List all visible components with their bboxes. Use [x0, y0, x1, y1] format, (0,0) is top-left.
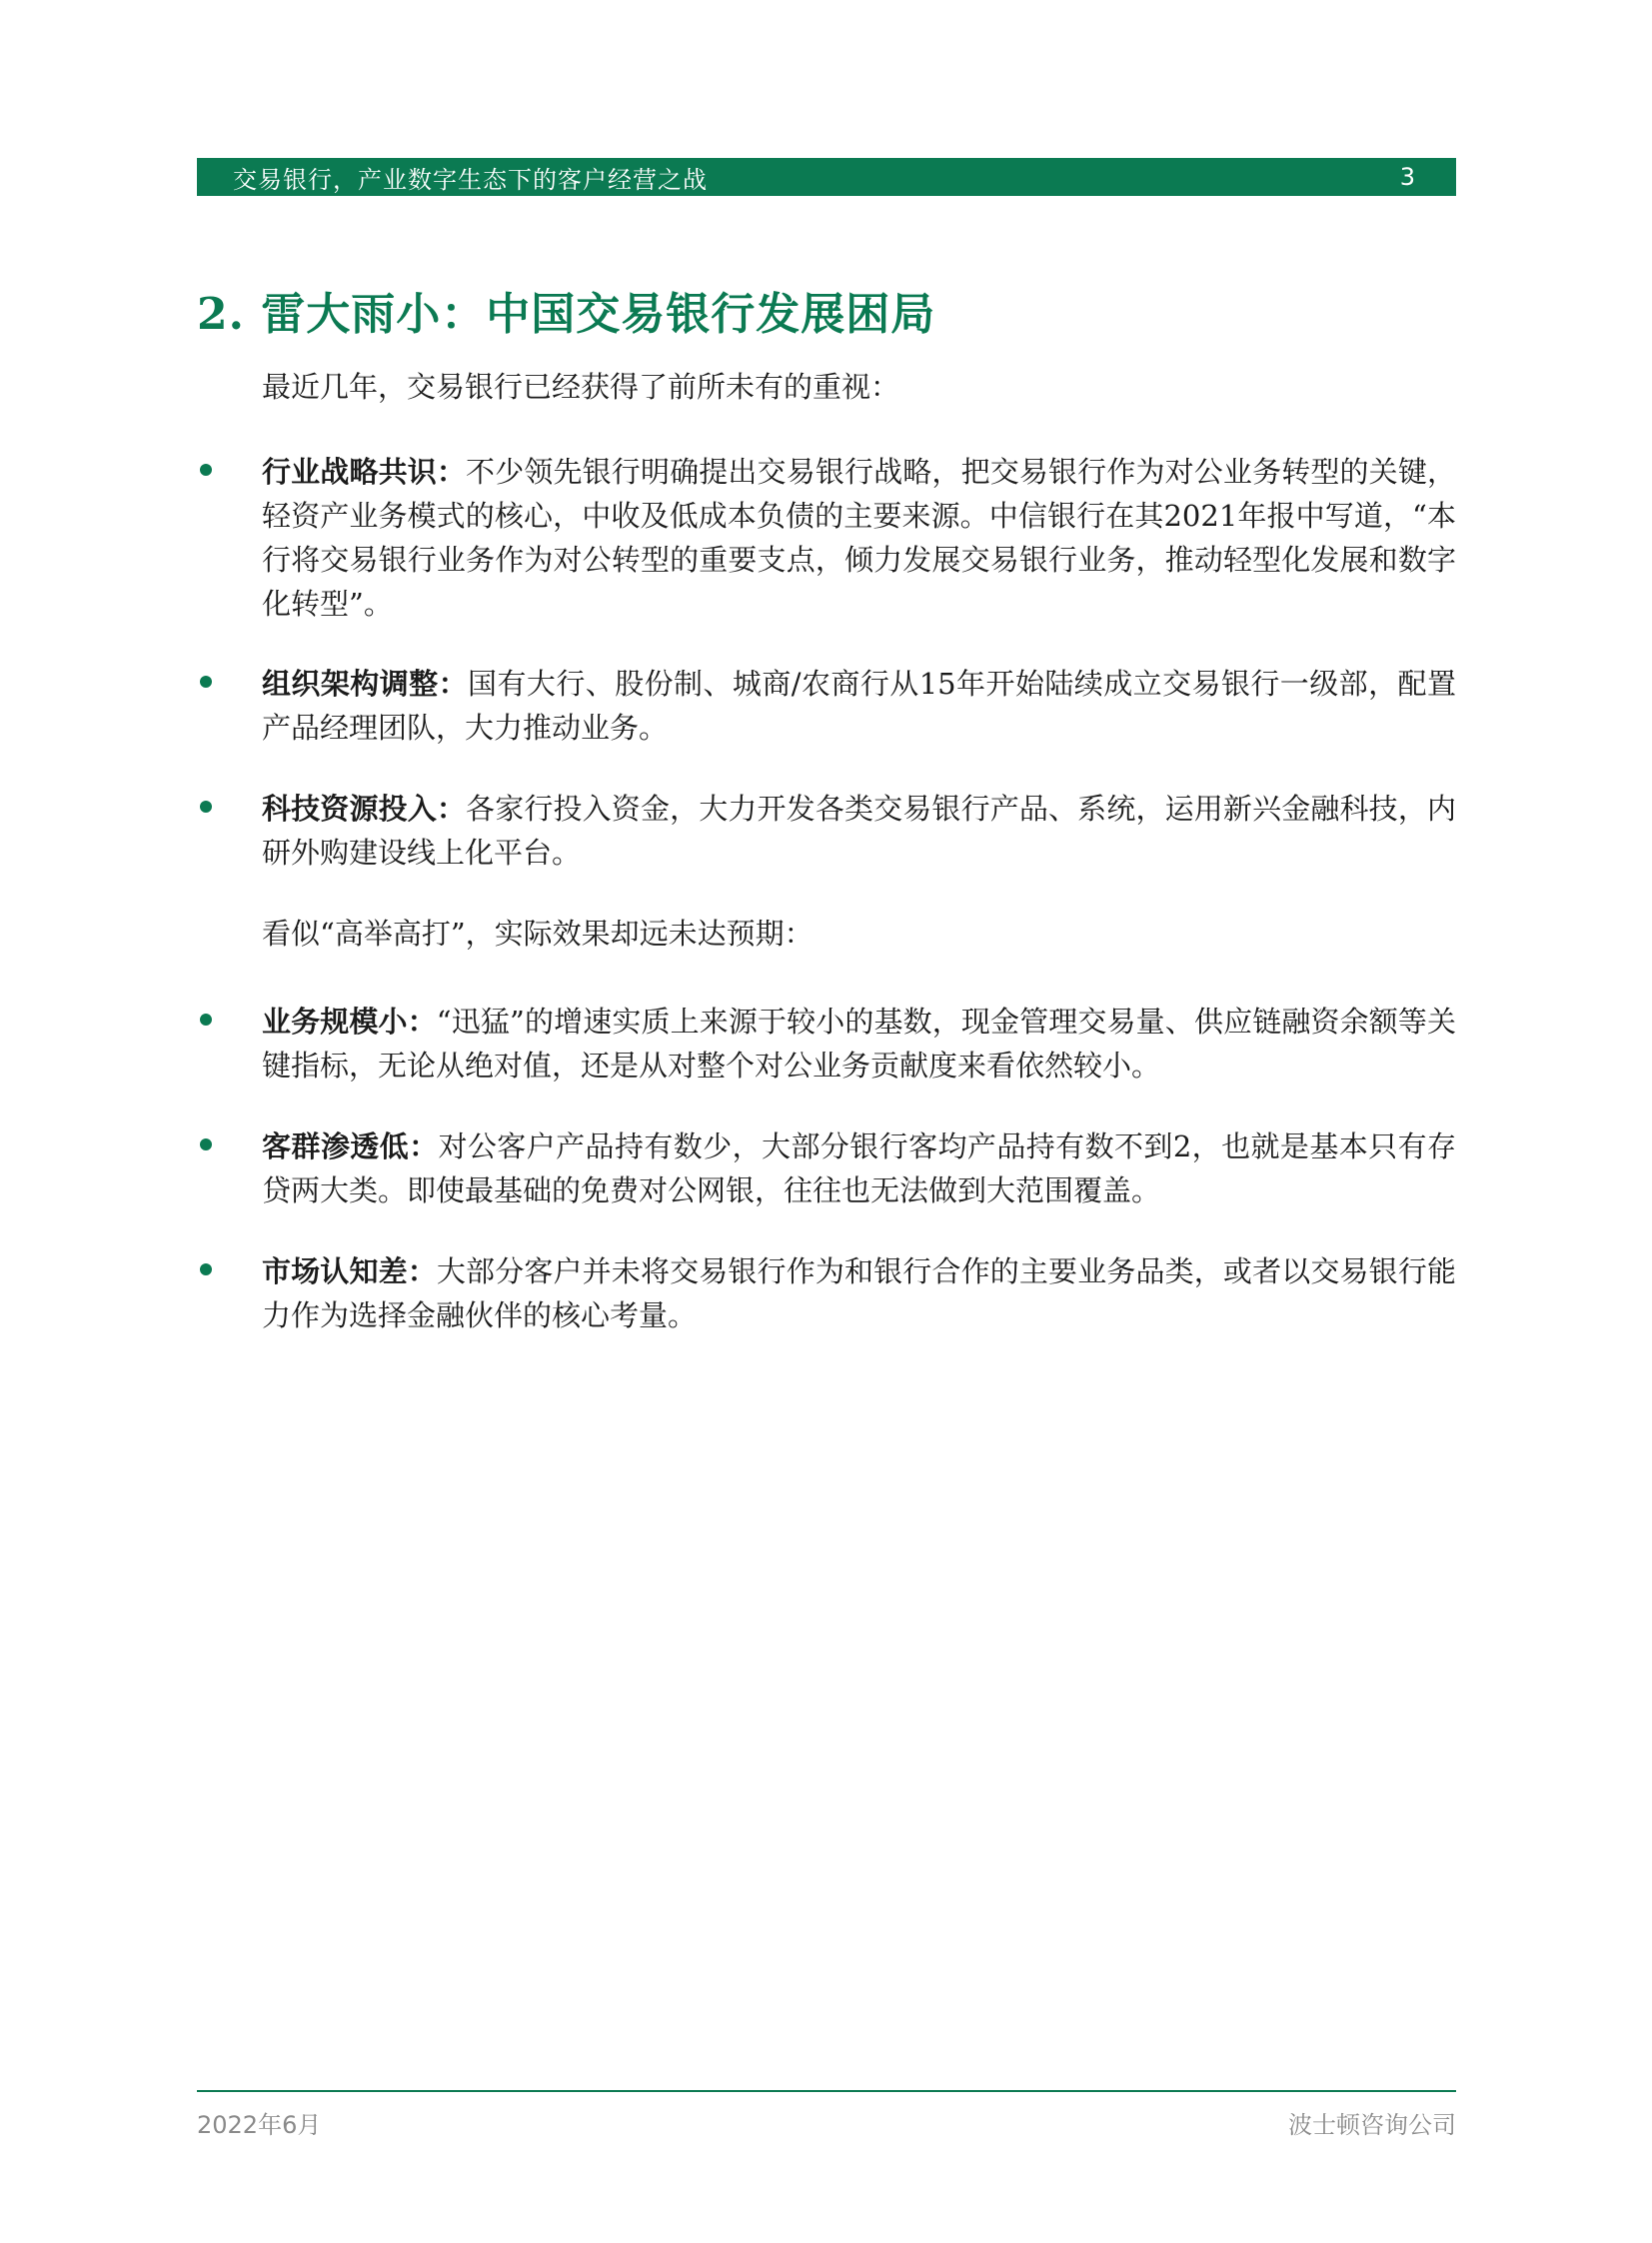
- list-item-body: [262, 1249, 1456, 1337]
- intro-paragraph: 最近几年，交易银行已经获得了前所未有的重视：: [262, 370, 900, 404]
- list-item-text: 国有大行、股份制、城商/农商行从15年开始陆续成立交易银行一级部，配置产品经理团队，大力推动业务。: [262, 667, 1456, 745]
- list-item-strategy: [197, 450, 1456, 626]
- header-title: 交易银行，产业数字生态下的客户经营之战: [233, 165, 708, 194]
- list-item-text: 不少领先银行明确提出交易银行战略，把交易银行作为对公业务转型的关键，轻资产业务模式的核心，中收及低成本负债的主要来源。中信银行在其2021年报中写道，“本行将交易银行业务作为对公转型的重要支点，倾力发展交易银行业务，推动轻型化发展和数字化转型”。: [262, 455, 1456, 621]
- list-item-scale: [197, 1000, 1456, 1088]
- bullet-dot-icon: [200, 1263, 212, 1275]
- list-item-body: [262, 450, 1456, 626]
- list-item-text: “迅猛”的增速实质上来源于较小的基数，现金管理交易量、供应链融资余额等关键指标，无论从绝对值，还是从对整个对公业务贡献度来看依然较小。: [262, 1005, 1456, 1083]
- list-item-body: [262, 662, 1456, 750]
- bullet-dot-icon: [200, 801, 212, 813]
- list-item-lead: 科技资源投入：: [262, 792, 467, 826]
- list-item-text: 各家行投入资金，大力开发各类交易银行产品、系统，运用新兴金融科技，内研外购建设线上化平台。: [262, 792, 1456, 870]
- list-item-organization: [197, 662, 1456, 750]
- bullet-dot-icon: [200, 1014, 212, 1026]
- list-item-lead: 客群渗透低：: [262, 1129, 439, 1163]
- list-item-text: 大部分客户并未将交易银行作为和银行合作的主要业务品类，或者以交易银行能力作为选择金融伙伴的核心考量。: [262, 1254, 1456, 1332]
- list-item-awareness: [197, 1249, 1456, 1337]
- list-item-lead: 组织架构调整：: [262, 667, 469, 701]
- bullet-dot-icon: [200, 676, 212, 688]
- list-item-lead: 行业战略共识：: [262, 455, 467, 489]
- list-item-body: [262, 787, 1456, 875]
- list-item-lead: 市场认知差：: [262, 1254, 437, 1288]
- section-title: 2. 雷大雨小：中国交易银行发展困局: [197, 289, 936, 340]
- transition-paragraph: 看似“高举高打”，实际效果却远未达预期：: [262, 917, 814, 951]
- footer-date: 2022年6月: [197, 2111, 322, 2139]
- running-header: [197, 158, 1456, 196]
- list-item-technology: [197, 787, 1456, 875]
- page-number: 3: [1399, 163, 1416, 191]
- list-item-body: [262, 1124, 1456, 1212]
- list-item-body: [262, 1000, 1456, 1088]
- footer-divider: [197, 2090, 1456, 2092]
- bullet-dot-icon: [200, 1138, 212, 1150]
- footer-company: 波士顿咨询公司: [1288, 2111, 1456, 2139]
- bullet-dot-icon: [200, 464, 212, 476]
- list-item-penetration: [197, 1124, 1456, 1212]
- list-item-lead: 业务规模小：: [262, 1005, 437, 1039]
- list-item-text: 对公客户产品持有数少，大部分银行客均产品持有数不到2，也就是基本只有存贷两大类。即使最基础的免费对公网银，往往也无法做到大范围覆盖。: [262, 1129, 1456, 1207]
